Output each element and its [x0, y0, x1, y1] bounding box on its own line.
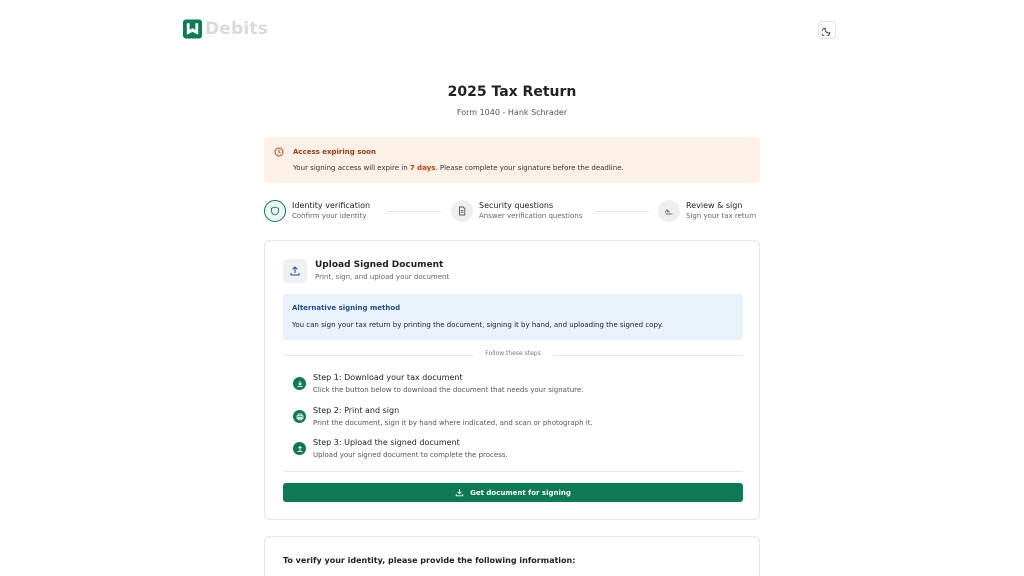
step-title: Step 2: Print and sign	[313, 406, 400, 415]
page-title: 2025 Tax Return	[447, 84, 577, 100]
step-dot	[293, 442, 306, 455]
step-title: Step 3: Upload the signed document	[313, 438, 460, 447]
alternative-method-info	[283, 294, 743, 340]
stepper-step-name: Review & sign	[686, 201, 743, 210]
instruction-step	[293, 373, 733, 401]
upload-signed-document-card	[264, 240, 760, 520]
step-desc: Click the button below to download the document that needs your signature.	[313, 386, 584, 394]
card-title: Upload Signed Document	[315, 260, 444, 270]
card-icon-box	[283, 259, 307, 283]
card-separator	[283, 471, 743, 472]
steps-divider	[283, 350, 743, 360]
stepper-circle	[264, 200, 286, 222]
divider-label: Follow these steps	[485, 350, 541, 357]
download-icon	[296, 380, 304, 388]
alert-days-highlight: 7 days	[409, 164, 436, 172]
stepper-step-name: Identity verification	[292, 201, 371, 210]
progress-stepper	[264, 200, 760, 224]
stepper-step-desc: Answer verification questions	[479, 212, 583, 220]
stepper-step-identity[interactable]	[264, 200, 370, 222]
info-body: You can sign your tax return by printing the document, signing it by hand, and uploading the signed copy.	[292, 321, 664, 329]
brand-name: Debits	[205, 19, 269, 39]
top-bar	[0, 0, 1024, 60]
debits-logo-icon	[183, 19, 202, 39]
alert-body-suffix: . Please complete your signature before the deadline.	[435, 164, 624, 172]
stepper-step-desc: Sign your tax return	[686, 212, 757, 220]
stepper-circle	[451, 200, 473, 222]
stepper-connector	[595, 211, 649, 212]
page-subtitle: Form 1040 - Hank Schrader	[456, 108, 568, 117]
step-desc: Upload your signed document to complete the process.	[313, 451, 508, 459]
step-desc: Print the document, sign it by hand where indicated, and scan or photograph it.	[313, 419, 593, 427]
stepper-circle	[658, 200, 680, 222]
instruction-step	[293, 438, 733, 466]
step-dot	[293, 377, 306, 390]
signature-icon	[664, 206, 674, 216]
identity-verification-card	[264, 536, 760, 576]
instruction-step	[293, 406, 733, 434]
stepper-step-desc: Confirm your identity	[292, 212, 367, 220]
stepper-step-security[interactable]	[451, 200, 582, 222]
stepper-step-review[interactable]	[658, 200, 756, 222]
get-document-button[interactable]	[283, 483, 743, 502]
step-dot	[293, 410, 306, 423]
download-icon	[455, 488, 464, 497]
shield-icon	[270, 206, 280, 216]
alert-body-prefix: Your signing access will expire in	[293, 164, 410, 172]
get-document-button-label: Get document for signing	[470, 488, 571, 497]
brand-logo[interactable]	[183, 19, 268, 39]
stepper-connector	[387, 211, 441, 212]
theme-toggle-button[interactable]	[818, 21, 836, 39]
upload-icon	[296, 445, 304, 453]
card-subtitle: Print, sign, and upload your document	[315, 273, 450, 281]
info-title: Alternative signing method	[292, 304, 401, 312]
alert-body	[293, 164, 624, 172]
expiry-alert	[264, 137, 760, 183]
clock-icon	[274, 147, 284, 157]
upload-icon	[289, 265, 301, 277]
document-icon	[457, 206, 467, 216]
moon-icon	[822, 25, 833, 36]
verify-card-heading: To verify your identity, please provide the following information:	[283, 556, 576, 565]
alert-title: Access expiring soon	[293, 148, 376, 156]
stepper-step-name: Security questions	[479, 201, 554, 210]
step-title: Step 1: Download your tax document	[313, 373, 463, 382]
printer-icon	[296, 413, 304, 421]
